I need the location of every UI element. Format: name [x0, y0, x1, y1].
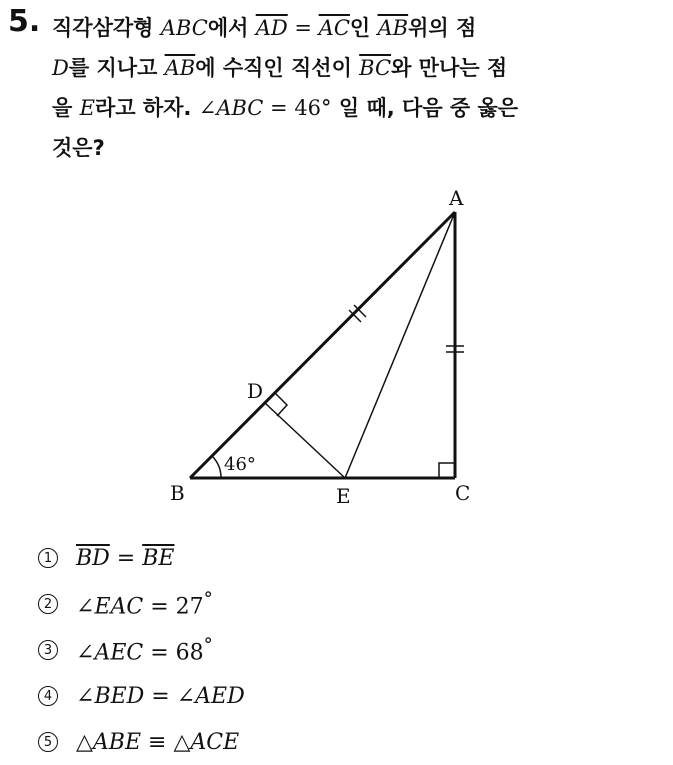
- stem-text: 에서: [207, 16, 256, 40]
- stem-text: 인: [349, 16, 378, 40]
- segment-ab: $\overline{AB}$: [377, 16, 409, 40]
- choice-1[interactable]: [38, 535, 245, 581]
- angle-value: = 27: [143, 594, 204, 620]
- point-d: D: [52, 56, 69, 80]
- choice-number-4: 4: [38, 686, 58, 706]
- vertex-label-a: A: [449, 186, 464, 210]
- choice-3-text: [76, 635, 213, 665]
- question-number: 5.: [8, 4, 41, 39]
- math-triangle-name: ABC: [160, 16, 208, 40]
- point-e: E: [79, 96, 95, 120]
- angle-symbol: ∠: [76, 640, 95, 666]
- vertex-label-b: B: [170, 481, 185, 505]
- choice-2[interactable]: [38, 581, 245, 627]
- degree-symbol: °: [203, 588, 213, 610]
- choice-number-1: 1: [38, 548, 58, 568]
- triangle-name: ACE: [190, 729, 240, 755]
- segment-ae: [345, 212, 455, 478]
- segment-be: $\overline{BE}$: [142, 545, 175, 571]
- triangle-name: ABE: [92, 729, 142, 755]
- stem-text: 를 지나고: [68, 56, 165, 80]
- equals-sign: =: [109, 545, 143, 571]
- angle-symbol: ∠: [76, 594, 95, 620]
- right-angle-mark-c: [439, 463, 455, 478]
- angle-symbol: ∠: [76, 683, 95, 709]
- choice-number-2: 2: [38, 594, 58, 614]
- stem-text: 라고 하자.: [94, 96, 199, 120]
- angle-name: AED: [195, 683, 245, 709]
- angle-label-46: 46°: [224, 454, 256, 475]
- stem-text: 에 수직인 직선이: [195, 56, 360, 80]
- vertex-label-e: E: [336, 484, 351, 508]
- segment-de: [265, 403, 345, 478]
- stem-text: 직각삼각형: [52, 16, 161, 40]
- triangle-symbol: △: [76, 729, 93, 755]
- angle-value: = 46: [263, 96, 322, 120]
- choice-3[interactable]: [38, 627, 245, 673]
- choice-4[interactable]: [38, 673, 245, 719]
- side-ab: [190, 212, 455, 478]
- vertex-label-c: C: [455, 481, 471, 505]
- choice-2-text: [76, 589, 213, 619]
- stem-text: 것은?: [52, 136, 105, 160]
- stem-text: 와 만나는 점: [391, 56, 508, 80]
- answer-choices: [38, 535, 245, 765]
- degree-symbol: °: [321, 96, 332, 120]
- angle-symbol: ∠: [176, 683, 196, 709]
- segment-bc: $\overline{BC}$: [359, 56, 392, 80]
- angle-name: AEC: [94, 640, 144, 666]
- choice-5-text: [76, 730, 239, 755]
- equals-sign: =: [287, 16, 319, 40]
- vertex-label-d: D: [247, 379, 264, 403]
- angle-arc-b: [212, 456, 221, 478]
- choice-1-text: [76, 546, 174, 571]
- angle-symbol: ∠: [198, 96, 217, 120]
- triangle-symbol: △: [173, 729, 191, 755]
- choice-4-text: [76, 684, 245, 709]
- segment-ad: $\overline{AD}$: [255, 16, 288, 40]
- segment-ab: $\overline{AB}$: [164, 56, 196, 80]
- equals-sign: =: [144, 683, 177, 709]
- choice-number-5: 5: [38, 732, 58, 752]
- stem-text: 일 때, 다음 중 옳은: [331, 96, 519, 120]
- angle-value: = 68: [143, 640, 204, 666]
- choice-number-3: 3: [38, 640, 58, 660]
- segment-ac: $\overline{AC}$: [318, 16, 350, 40]
- angle-name: BED: [94, 683, 145, 709]
- segment-bd: $\overline{BD}$: [76, 545, 110, 571]
- degree-symbol: °: [203, 634, 213, 656]
- right-angle-mark-d: [275, 393, 287, 416]
- angle-name: ABC: [216, 96, 264, 120]
- angle-name: EAC: [94, 594, 144, 620]
- choice-5[interactable]: [38, 719, 245, 765]
- stem-text: 위의 점: [408, 16, 477, 40]
- congruence-sign: ≡: [141, 729, 174, 755]
- stem-text: 을: [52, 96, 80, 120]
